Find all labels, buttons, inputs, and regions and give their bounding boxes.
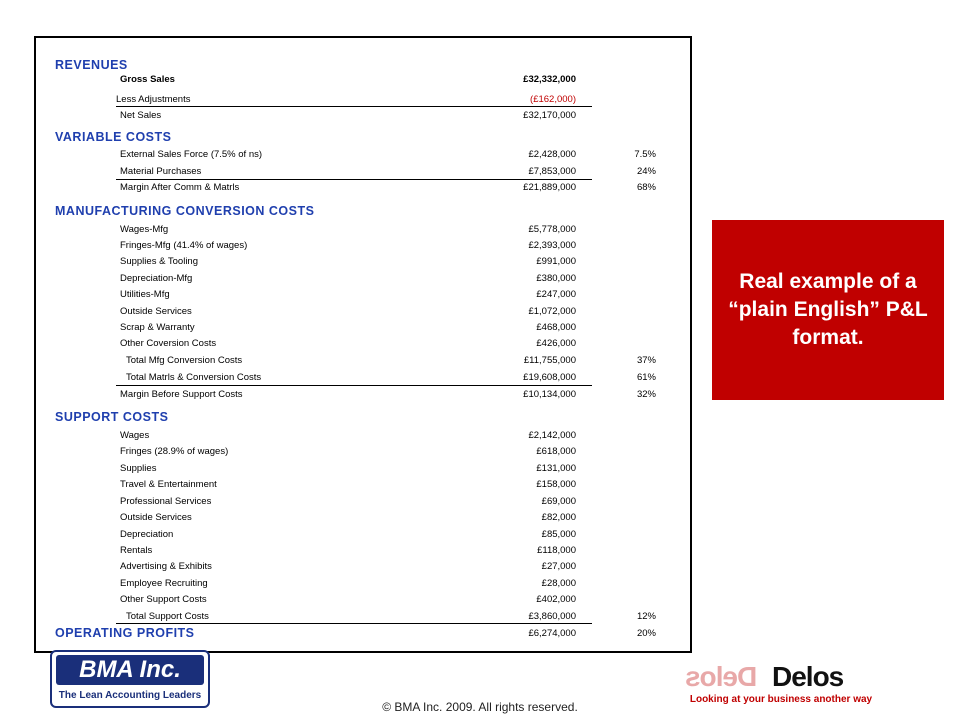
row-advertising: Advertising & Exhibits £27,000: [120, 561, 576, 572]
delos-tagline: Looking at your business another way: [689, 694, 873, 705]
section-manufacturing: MANUFACTURING CONVERSION COSTS: [55, 204, 315, 218]
row-less-adjustments: Less Adjustments (£162,000): [116, 94, 576, 105]
callout-box: [712, 220, 944, 400]
row-wages-mfg: Wages-Mfg £5,778,000: [120, 224, 576, 235]
section-variable-costs: VARIABLE COSTS: [55, 130, 172, 144]
row-net-sales: Net Sales £32,170,000: [120, 110, 576, 121]
row-total-support: Total Support Costs £3,860,000 12%: [126, 611, 656, 622]
row-rentals: Rentals £118,000: [120, 545, 576, 556]
row-travel: Travel & Entertainment £158,000: [120, 479, 576, 490]
row-margin-before-support: Margin Before Support Costs £10,134,000 32%: [120, 389, 656, 400]
rule: [116, 179, 592, 180]
copyright-notice: © BMA Inc. 2009. All rights reserved.: [382, 700, 578, 714]
rule: [116, 106, 592, 107]
section-support-costs: SUPPORT COSTS: [55, 410, 169, 424]
rule: [116, 385, 592, 386]
row-outside-services-mfg: Outside Services £1,072,000: [120, 306, 576, 317]
row-operating-profits: £6,274,000 20%: [528, 628, 656, 639]
delos-name: Delos: [772, 661, 844, 692]
rule: [116, 623, 592, 624]
row-material-purchases: Material Purchases £7,853,000 24%: [120, 166, 656, 177]
row-margin-after-comm: Margin After Comm & Matrls £21,889,000 68%: [120, 182, 656, 193]
row-total-matrls-conversion: Total Matrls & Conversion Costs £19,608,000 61%: [126, 372, 656, 383]
section-operating-profits: OPERATING PROFITS: [55, 626, 195, 640]
row-gross-sales: Gross Sales £32,332,000: [120, 74, 576, 85]
row-employee-recruiting: Employee Recruiting £28,000: [120, 578, 576, 589]
row-professional-services: Professional Services £69,000: [120, 496, 576, 507]
bma-logo-tagline: The Lean Accounting Leaders: [58, 690, 202, 701]
callout-text: Real example of a “plain English” P&L format.: [728, 270, 928, 349]
row-depreciation-mfg: Depreciation-Mfg £380,000: [120, 273, 576, 284]
row-fringes-mfg: Fringes-Mfg (41.4% of wages) £2,393,000: [120, 240, 576, 251]
row-wages: Wages £2,142,000: [120, 430, 576, 441]
row-supplies: Supplies £131,000: [120, 463, 576, 474]
row-other-conversion: Other Coversion Costs £426,000: [120, 338, 576, 349]
row-scrap-warranty: Scrap & Warranty £468,000: [120, 322, 576, 333]
delos-mirror-text: Delos: [686, 661, 758, 692]
row-fringes: Fringes (28.9% of wages) £618,000: [120, 446, 576, 457]
row-outside-services: Outside Services £82,000: [120, 512, 576, 523]
row-depreciation: Depreciation £85,000: [120, 529, 576, 540]
section-revenues: REVENUES: [55, 58, 128, 72]
row-other-support: Other Support Costs £402,000: [120, 594, 576, 605]
row-supplies-tooling: Supplies & Tooling £991,000: [120, 256, 576, 267]
delos-wordmark: [686, 662, 876, 692]
row-external-sales-force: External Sales Force (7.5% of ns) £2,428,000 7.5%: [120, 149, 656, 160]
pl-statement: [34, 36, 692, 653]
bma-logo-name: BMA Inc.: [56, 655, 204, 685]
row-utilities-mfg: Utilities-Mfg £247,000: [120, 289, 576, 300]
row-total-mfg-conversion: Total Mfg Conversion Costs £11,755,000 37%: [126, 355, 656, 366]
